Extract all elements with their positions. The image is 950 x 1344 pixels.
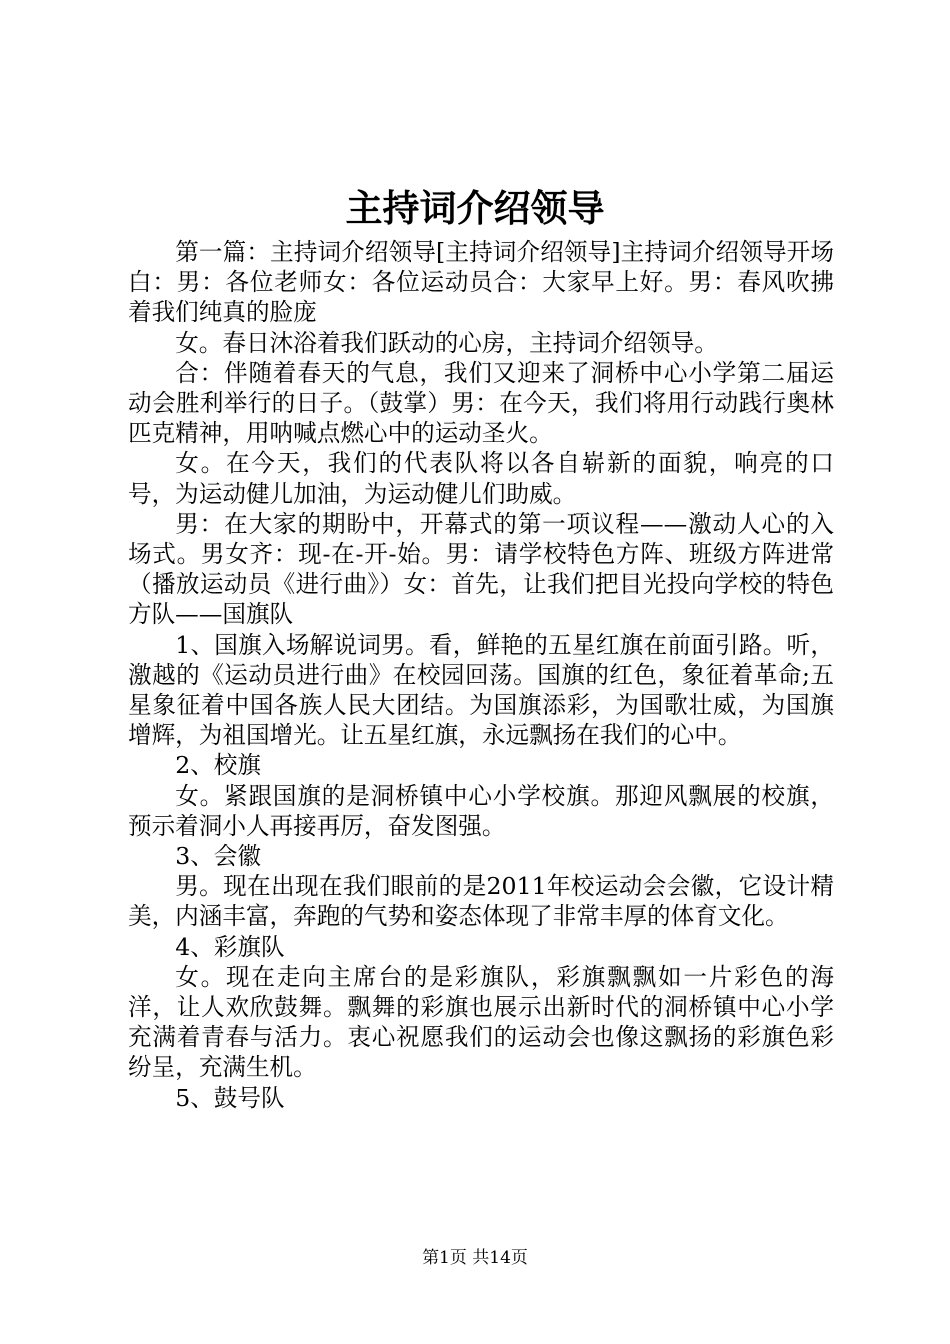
- paragraph: 第一篇：主持词介绍领导[主持词介绍领导]主持词介绍领导开场白：男：各位老师女：各位运动员合：大家早上好。男：春风吹拂着我们纯真的脸庞: [128, 238, 834, 327]
- paragraph: 男。现在出现在我们眼前的是2011年校运动会会徽，它设计精美，内涵丰富，奔跑的气势和姿态体现了非常丰厚的体育文化。: [128, 872, 834, 931]
- section-heading: 5、鼓号队: [175, 1083, 285, 1112]
- paragraph: 女。春日沐浴着我们跃动的心房，主持词介绍领导。: [175, 328, 718, 357]
- paragraph: 女。现在走向主席台的是彩旗队，彩旗飘飘如一片彩色的海洋，让人欢欣鼓舞。飘舞的彩旗也展示出新时代的洞桥镇中心小学充满着青春与活力。衷心祝愿我们的运动会也像这飘扬的彩旗色彩纷呈，充满生机。: [128, 962, 834, 1082]
- paragraph: 1、国旗入场解说词男。看，鲜艳的五星红旗在前面引路。听，激越的《运动员进行曲》在校园回荡。国旗的红色，象征着革命;五星象征着中国各族人民大团结。为国旗添彩，为国歌壮威，为国旗增辉，为祖国增光。让五星红旗，永远飘扬在我们的心中。: [128, 630, 834, 750]
- section-heading: 4、彩旗队: [175, 932, 285, 961]
- document-body: [128, 237, 834, 1113]
- paragraph: 合：伴随着春天的气息，我们又迎来了洞桥中心小学第二届运动会胜利举行的日子。（鼓掌）男：在今天，我们将用行动践行奥林匹克精神，用呐喊点燃心中的运动圣火。: [128, 358, 834, 448]
- paragraph: 男：在大家的期盼中，开幕式的第一项议程——激动人心的入场式。男女齐：现-在-开-始。男：请学校特色方阵、班级方阵进常（播放运动员《进行曲》）女：首先，让我们把目光投向学校的特色方队——国旗队: [128, 509, 834, 629]
- section-heading: 2、校旗: [175, 751, 261, 780]
- section-heading: 3、会徽: [175, 842, 261, 871]
- document-title: 主持词介绍领导: [345, 186, 605, 230]
- page-footer: 第1页 共14页: [422, 1248, 528, 1268]
- paragraph: 女。在今天，我们的代表队将以各自崭新的面貌，响亮的口号，为运动健儿加油，为运动健儿们助威。: [128, 449, 834, 508]
- paragraph: 女。紧跟国旗的是洞桥镇中心小学校旗。那迎风飘展的校旗，预示着洞小人再接再厉，奋发图强。: [128, 781, 834, 840]
